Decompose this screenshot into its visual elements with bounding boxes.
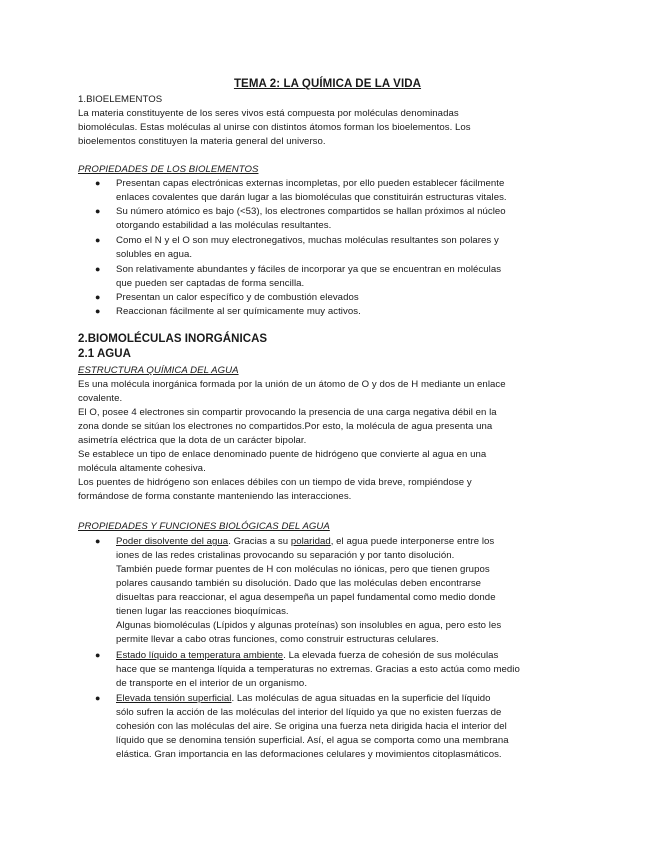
bullet-text: otorgando estabilidad a las moléculas resultantes. [116, 220, 332, 231]
bullet-text: Su número atómico es bajo (<53), los electrones compartidos se hallan próximos al núcleo [116, 206, 506, 217]
bullet-icon: ● [95, 693, 101, 703]
bullet-text: cohesión con las moléculas del aire. Se origina una fuerza neta dirigida hacia el interior del [116, 721, 507, 732]
bullet-icon: ● [95, 206, 101, 216]
document-title: TEMA 2: LA QUÍMICA DE LA VIDA [233, 78, 422, 90]
subsection-heading-agua: 2.1 AGUA [78, 348, 132, 360]
bullet-icon: ● [95, 178, 101, 188]
paragraph-line: Es una molécula inorgánica formada por la unión de un átomo de O y dos de H mediante un enlace [78, 379, 506, 390]
bullet-text: enlaces covalentes que darán lugar a las biomoléculas que constituirán estructuras vitales. [116, 192, 507, 203]
paragraph-line: zona donde se sitúan los electrones no compartidos.Por esto, la molécula de agua presenta una [78, 421, 493, 432]
bullet-text-fragment: , el agua puede interponerse entre los [330, 536, 495, 547]
bullet-icon: ● [95, 650, 101, 660]
bullet-icon: ● [95, 536, 101, 546]
bullet-text: sólo sufren la acción de las moléculas del interior del líquido ya que no existen fuerzas de [116, 707, 502, 718]
bullet-text: polares causando también su disolución. Dado que las moléculas deben encontrarse [116, 578, 482, 589]
bullet-icon: ● [95, 292, 101, 302]
bullet-text: líquido que se denomina tensión superficial. Así, el agua se comporta como una membrana [116, 735, 509, 746]
bullet-text [116, 535, 494, 548]
bullet-text: elástica. Gran importancia en las deformaciones celulares y movimientos citoplasmáticos. [116, 749, 502, 760]
bullet-text: iones de las redes cristalinas provocando su separación y por tanto disolución. [116, 550, 455, 561]
paragraph-line: Los puentes de hidrógeno son enlaces débiles con un tiempo de vida breve, rompiéndose y [78, 477, 472, 488]
bullet-icon: ● [95, 306, 101, 316]
paragraph-line: La materia constituyente de los seres vivos está compuesta por moléculas denominadas [78, 108, 459, 119]
paragraph-line: Se establece un tipo de enlace denominado puente de hidrógeno que convierte al agua en una [78, 449, 487, 460]
bullet-text-fragment: . Gracias a su [228, 536, 291, 547]
bullet-text: permite llevar a cabo otras funciones, como construir estructuras celulares. [116, 634, 439, 645]
paragraph-line: biomoléculas. Estas moléculas al unirse con distintos átomos forman los bioelementos. Los [78, 122, 471, 133]
subheading-estructura-agua: ESTRUCTURA QUÍMICA DEL AGUA [78, 365, 239, 376]
bullet-text: disueltas para reaccionar, el agua desempeña un papel fundamental como medio donde [116, 592, 496, 603]
term-polaridad: polaridad [290, 536, 331, 547]
bullet-text: tienen lugar las reacciones bioquímicas. [116, 606, 289, 617]
bullet-text: solubles en agua. [116, 249, 193, 260]
section-heading-bioelementos: 1.BIOELEMENTOS [78, 94, 163, 105]
paragraph-line: asimetría eléctrica que la dota de un carácter bipolar. [78, 435, 307, 446]
term-estado-liquido: Estado líquido a temperatura ambiente [116, 650, 284, 661]
bullet-text [116, 692, 491, 705]
bullet-text: que pueden ser captadas de forma sencilla. [116, 278, 305, 289]
paragraph-line: formándose de forma constante manteniendo las interacciones. [78, 491, 352, 502]
bullet-text: También puede formar puentes de H con moléculas no iónicas, pero que tienen grupos [116, 564, 490, 575]
paragraph-line: bioelementos constituyen la materia general del universo. [78, 136, 326, 147]
bullet-icon: ● [95, 264, 101, 274]
paragraph-line: molécula altamente cohesiva. [78, 463, 206, 474]
paragraph-line: El O, posee 4 electrones sin compartir provocando la presencia de una carga negativa débil en la [78, 407, 497, 418]
bullet-text-fragment: . La elevada fuerza de cohesión de sus moléculas [283, 650, 499, 661]
subheading-propiedades-agua: PROPIEDADES Y FUNCIONES BIOLÓGICAS DEL AGUA [78, 521, 330, 532]
bullet-text: Algunas biomoléculas (Lípidos y algunas proteínas) son insolubles en agua, pero esto les [116, 620, 502, 631]
section-heading-biomoleculas: 2.BIOMOLÉCULAS INORGÁNICAS [78, 333, 268, 345]
bullet-text: hace que se mantenga líquida a temperaturas no extremas. Gracias a esto actúa como medio [116, 664, 520, 675]
bullet-text-fragment: . Las moléculas de agua situadas en la superficie del líquido [231, 693, 491, 704]
bullet-text: Presentan capas electrónicas externas incompletas, por ello pueden establecer fácilmente [116, 178, 505, 189]
bullet-text: Presentan un calor específico y de combustión elevados [116, 292, 359, 303]
bullet-text [116, 649, 498, 662]
term-tension-superficial: Elevada tensión superficial [116, 693, 232, 704]
bullet-text: Como el N y el O son muy electronegativos, muchas moléculas resultantes son polares y [116, 235, 499, 246]
bullet-icon: ● [95, 235, 101, 245]
subheading-propiedades-bioelementos: PROPIEDADES DE LOS BIOLEMENTOS [78, 164, 259, 175]
bullet-text: Reaccionan fácilmente al ser químicamente muy activos. [116, 306, 361, 317]
bullet-text: de transporte en el interior de un organismo. [116, 678, 308, 689]
paragraph-line: covalente. [78, 393, 123, 404]
term-poder-disolvente: Poder disolvente del agua [116, 536, 229, 547]
bullet-text: Son relativamente abundantes y fáciles de incorporar ya que se encuentran en moléculas [116, 264, 502, 275]
